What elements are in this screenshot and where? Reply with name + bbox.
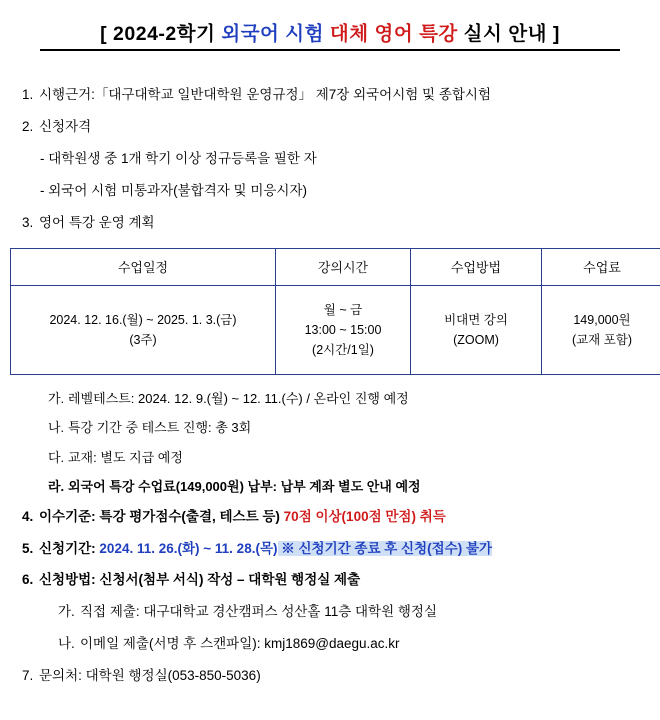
item-plan — [22, 213, 638, 234]
sub-item-payment-text: 외국어 특강 수업료(149,000원) 납부: 납부 계좌 별도 안내 예정 — [68, 479, 421, 494]
qualification-2: - 외국어 시험 미통과자(불합격자 및 미응시자) — [22, 181, 638, 202]
application-method-direct-mark: 가. — [58, 602, 80, 623]
cell-method-line2: (ZOOM) — [412, 330, 540, 350]
sub-item-textbook-mark: 다. — [48, 448, 68, 468]
item-basis-number: 1. — [22, 85, 39, 106]
plan-table-wrap — [10, 248, 650, 375]
sub-item-textbook — [22, 448, 638, 468]
title-block — [0, 18, 660, 51]
cell-fee-line2: (교재 포함) — [543, 330, 660, 350]
table-row — [11, 285, 660, 374]
application-method-direct — [22, 602, 638, 623]
item-basis — [22, 85, 638, 106]
item-application-period-number: 5. — [22, 539, 39, 560]
title-close-bracket: ] — [553, 23, 560, 45]
item-basis-label: 시행근거: — [39, 87, 95, 102]
item-contact-text: 대학원 행정실(053-850-5036) — [82, 668, 261, 683]
cell-time-line2: 13:00 ~ 15:00 — [277, 320, 409, 340]
page-title — [40, 18, 620, 51]
item-application-period — [22, 539, 638, 560]
qualification-1: - 대학원생 중 1개 학기 이상 정규등록을 필한 자 — [22, 149, 638, 170]
title-part-english-lecture: 대체 영어 특강 — [330, 23, 464, 45]
item-contact-label: 문의처: — [39, 668, 82, 683]
header-fee: 수업료 — [542, 248, 660, 285]
header-schedule: 수업일정 — [11, 248, 276, 285]
item-completion-text: 특강 평가점수(출결, 테스트 등) — [96, 509, 284, 524]
document-body — [0, 85, 660, 234]
sub-item-level-test-mark: 가. — [48, 389, 68, 409]
item-contact — [22, 666, 638, 687]
sub-item-payment — [22, 477, 638, 497]
item-application-method-label: 신청방법: — [39, 572, 96, 587]
sub-item-tests-text: 특강 기간 중 테스트 진행: 총 3회 — [68, 420, 251, 435]
item-completion-number: 4. — [22, 507, 39, 528]
item-qualification — [22, 117, 638, 138]
item-application-period-date: 2024. 11. 26.(화) ~ 11. 28.(목) — [96, 541, 278, 556]
cell-fee-line1: 149,000원 — [543, 310, 660, 330]
cell-method-line1: 비대면 강의 — [412, 310, 540, 330]
item-qualification-number: 2. — [22, 117, 39, 138]
item-plan-number: 3. — [22, 213, 39, 234]
sub-item-payment-mark: 라. — [48, 477, 68, 497]
sub-item-tests-mark: 나. — [48, 418, 68, 438]
cell-schedule — [11, 285, 276, 374]
sub-item-tests — [22, 418, 638, 438]
cell-time — [276, 285, 411, 374]
item-application-period-label: 신청기간: — [39, 541, 96, 556]
application-method-email — [22, 634, 638, 655]
item-plan-label: 영어 특강 운영 계획 — [39, 215, 155, 230]
item-application-period-warning: ※ 신청기간 종료 후 신청(접수) 불가 — [278, 541, 493, 556]
header-time: 강의시간 — [276, 248, 411, 285]
sub-item-level-test-text: 레벨테스트: 2024. 12. 9.(월) ~ 12. 11.(수) / 온라인 진행 예정 — [68, 391, 409, 406]
item-completion-label: 이수기준: — [39, 509, 96, 524]
application-method-email-text: 이메일 제출(서명 후 스캔파일): kmj1869@daegu.ac.kr — [80, 636, 400, 651]
cell-time-line1: 월 ~ 금 — [277, 300, 409, 320]
application-method-email-mark: 나. — [58, 634, 80, 655]
item-completion-score: 70점 이상(100점 만점) 취득 — [284, 509, 446, 524]
header-method: 수업방법 — [411, 248, 542, 285]
title-underline — [40, 49, 620, 51]
item-application-method-number: 6. — [22, 570, 39, 591]
title-part-notice: 실시 안내 — [464, 23, 547, 45]
table-header-row — [11, 248, 660, 285]
document-body-lower — [0, 389, 660, 688]
document-page — [0, 18, 660, 720]
cell-schedule-line2: (3주) — [12, 330, 274, 350]
title-part-foreign-exam: 외국어 시험 — [221, 23, 330, 45]
sub-item-textbook-text: 교재: 별도 지급 예정 — [68, 450, 183, 465]
plan-table — [10, 248, 660, 375]
sub-item-level-test — [22, 389, 638, 409]
cell-time-line3: (2시간/1일) — [277, 340, 409, 360]
cell-fee — [542, 285, 660, 374]
item-application-method — [22, 570, 638, 591]
item-qualification-label: 신청자격 — [39, 119, 91, 134]
item-completion-criteria — [22, 507, 638, 528]
title-part-semester: 2024-2학기 — [113, 23, 221, 45]
item-application-method-text: 신청서(첨부 서식) 작성 – 대학원 행정실 제출 — [96, 572, 360, 587]
cell-method — [411, 285, 542, 374]
cell-schedule-line1: 2024. 12. 16.(월) ~ 2025. 1. 3.(금) — [12, 310, 274, 330]
title-open-bracket: [ — [100, 23, 107, 45]
item-basis-text: 「대구대학교 일반대학원 운영규정」 제7장 외국어시험 및 종합시험 — [95, 87, 491, 102]
item-contact-number: 7. — [22, 666, 39, 687]
application-method-direct-text: 직접 제출: 대구대학교 경산캠퍼스 성산홀 11층 대학원 행정실 — [80, 604, 437, 619]
